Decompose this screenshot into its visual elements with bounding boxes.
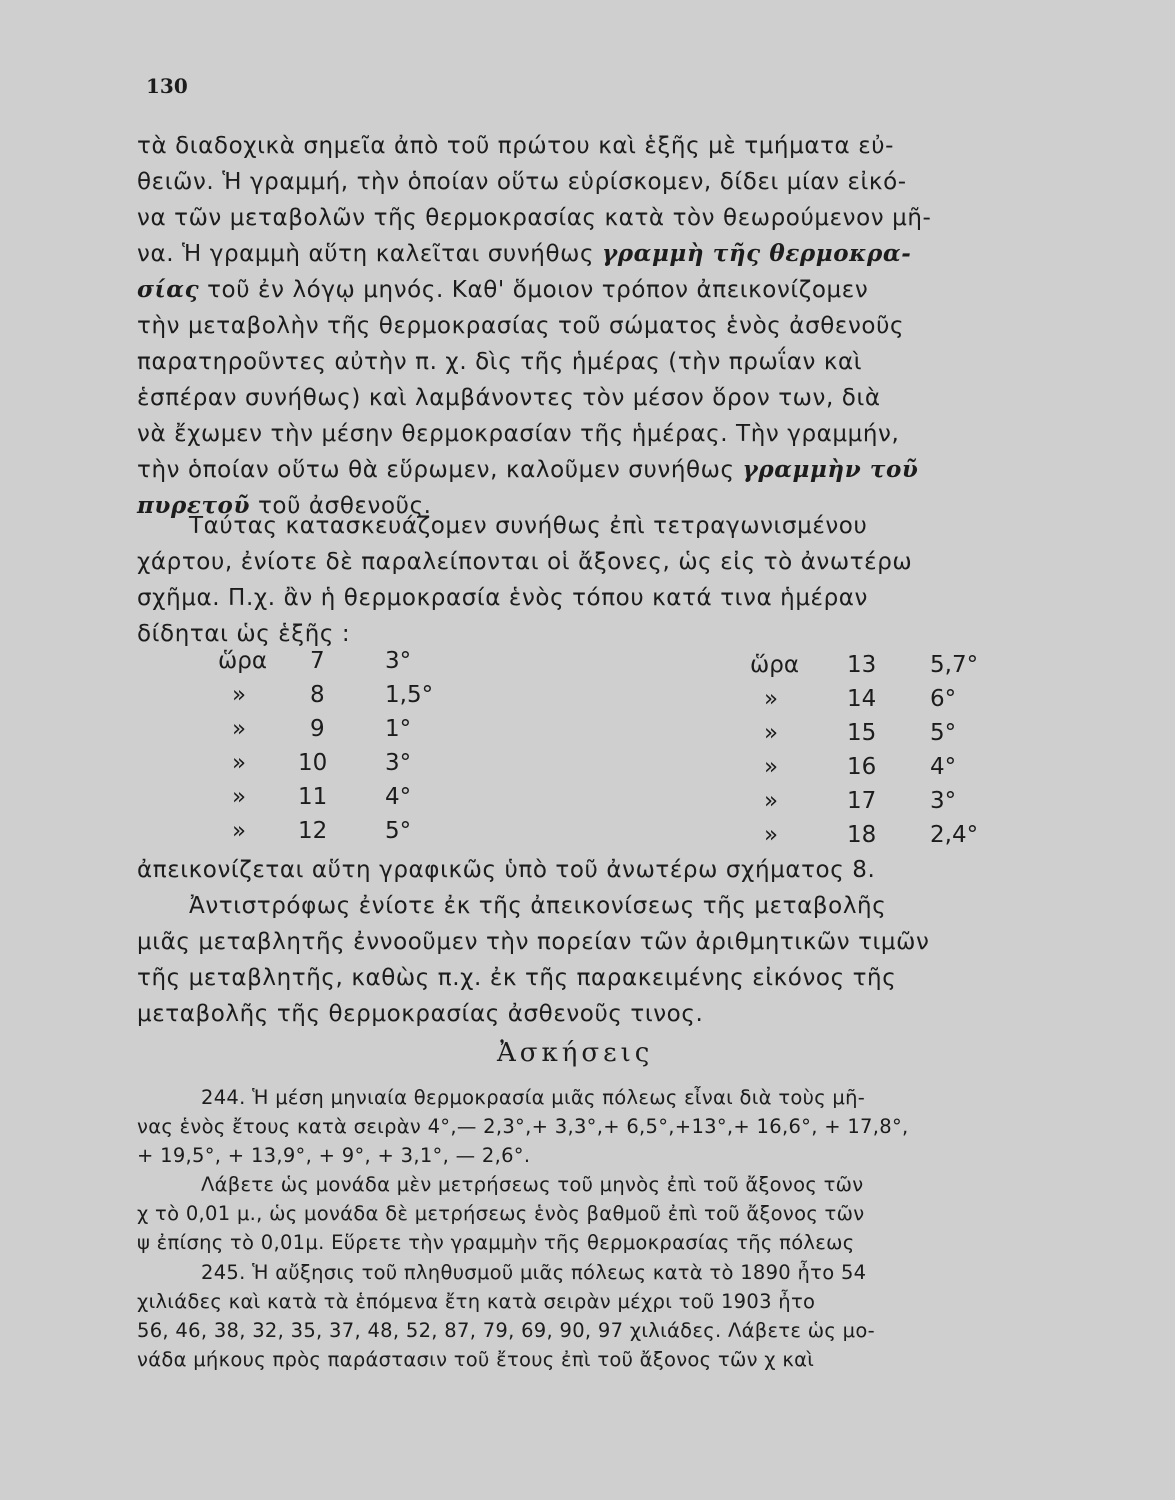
- text-line: σίας τοῦ ἐν λόγῳ μηνός. Καθ' ὅμοιον τρόπον ἀπεικονίζομεν: [137, 276, 869, 303]
- temperature-value: 3°: [930, 788, 957, 814]
- hour-value: 10: [298, 750, 328, 776]
- hour-value: 14: [847, 686, 877, 712]
- after-table-text: [137, 852, 1077, 888]
- text-line: τὴν ὁποίαν οὕτω θὰ εὕρωμεν, καλοῦμεν συνήθως γραμμὴν τοῦ: [137, 456, 919, 483]
- text-line: πυρετοῦ τοῦ ἀσθενοῦς.: [137, 492, 432, 519]
- paragraph-1: [137, 128, 1077, 524]
- text-line: παρατηροῦντες αὐτὴν π. χ. δὶς τῆς ἡμέρας (τὴν πρωΐαν καὶ: [137, 349, 863, 375]
- hour-label: »: [764, 822, 779, 848]
- temperature-value: 1°: [385, 716, 412, 742]
- hour-label: »: [232, 784, 247, 810]
- hour-value: 15: [847, 720, 877, 746]
- temperature-value: 5°: [385, 818, 412, 844]
- hour-value: 11: [298, 784, 328, 810]
- hour-label: »: [232, 716, 247, 742]
- hour-value: 17: [847, 788, 877, 814]
- text-line: χάρτου, ἐνίοτε δὲ παραλείπονται οἱ ἄξονες, ὡς εἰς τὸ ἀνωτέρω: [137, 549, 913, 575]
- emphasized-term: σίας: [137, 276, 200, 303]
- text-line: Ἀντιστρόφως ἐνίοτε ἐκ τῆς ἀπεικονίσεως τῆς μεταβολῆς: [189, 893, 887, 919]
- hour-label: ὥρα: [218, 648, 268, 674]
- emphasized-term: γραμμὴ τῆς θερμοκρα-: [602, 240, 912, 267]
- text-line: νὰ ἔχωμεν τὴν μέσην θερμοκρασίαν τῆς ἡμέρας. Τὴν γραμμήν,: [137, 421, 900, 447]
- text-line: τὴν μεταβολὴν τῆς θερμοκρασίας τοῦ σώματος ἑνὸς ἀσθενοῦς: [137, 313, 905, 339]
- hour-label: »: [232, 818, 247, 844]
- emphasized-term: πυρετοῦ: [137, 492, 251, 519]
- temperature-value: 2,4°: [930, 822, 979, 848]
- temperature-value: 5°: [930, 720, 957, 746]
- hour-label: »: [764, 720, 779, 746]
- text-line: δίδηται ὡς ἑξῆς :: [137, 621, 351, 647]
- text-line: 245. Ἡ αὔξησις τοῦ πληθυσμοῦ μιᾶς πόλεως κατὰ τὸ 1890 ἦτο 54: [201, 1261, 867, 1284]
- text-line: θειῶν. Ἡ γραμμή, τὴν ὁποίαν οὕτω εὑρίσκομεν, δίδει μίαν εἰκό-: [137, 169, 907, 195]
- hour-label: »: [764, 788, 779, 814]
- exercise-245: [137, 1258, 1077, 1374]
- text-line: χ τὸ 0,01 μ., ὡς μονάδα δὲ μετρήσεως ἑνὸς βαθμοῦ ἐπὶ τοῦ ἄξονος τῶν: [137, 1202, 865, 1225]
- text-line: σχῆμα. Π.χ. ἂν ἡ θερμοκρασία ἑνὸς τόπου κατά τινα ἡμέραν: [137, 585, 868, 611]
- text-line: νάδα μήκους πρὸς παράστασιν τοῦ ἔτους ἐπὶ τοῦ ἄξονος τῶν χ καὶ: [137, 1348, 815, 1371]
- text-line: να τῶν μεταβολῶν τῆς θερμοκρασίας κατὰ τὸν θεωρούμενον μῆ-: [137, 205, 932, 231]
- temperature-value: 1,5°: [385, 682, 434, 708]
- text-line: χιλιάδες καὶ κατὰ τὰ ἑπόμενα ἔτη κατὰ σειρὰν μέχρι τοῦ 1903 ἦτο: [137, 1290, 816, 1313]
- exercise-244: [137, 1083, 1077, 1257]
- hour-value: 16: [847, 754, 877, 780]
- temperature-value: 3°: [385, 750, 412, 776]
- temperature-value: 4°: [930, 754, 957, 780]
- text-line: ἑσπέραν συνήθως) καὶ λαμβάνοντες τὸν μέσον ὅρον των, διὰ: [137, 385, 881, 411]
- hour-value: 9: [310, 716, 325, 742]
- emphasized-term: γραμμὴν τοῦ: [742, 456, 919, 483]
- paragraph-3: [137, 888, 1077, 1032]
- text-line: τὰ διαδοχικὰ σημεῖα ἀπὸ τοῦ πρώτου καὶ ἑξῆς μὲ τμήματα εὐ-: [137, 133, 895, 159]
- text-line: Ταύτας κατασκευάζομεν συνήθως ἐπὶ τετραγωνισμένου: [189, 513, 868, 539]
- hour-label: ὥρα: [750, 652, 800, 678]
- text-line: 244. Ἡ μέση μηνιαία θερμοκρασία μιᾶς πόλεως εἶναι διὰ τοὺς μῆ-: [201, 1086, 866, 1109]
- hour-value: 18: [847, 822, 877, 848]
- text-line: τῆς μεταβλητῆς, καθὼς π.χ. ἐκ τῆς παρακειμένης εἰκόνος τῆς: [137, 965, 897, 991]
- hour-label: »: [764, 686, 779, 712]
- page-number: 130: [146, 74, 188, 98]
- hour-label: »: [232, 750, 247, 776]
- text-line: ἀπεικονίζεται αὕτη γραφικῶς ὑπὸ τοῦ ἀνωτέρω σχήματος 8.: [137, 857, 876, 883]
- text-line: Λάβετε ὡς μονάδα μὲν μετρήσεως τοῦ μηνὸς ἐπὶ τοῦ ἄξονος τῶν: [201, 1173, 864, 1196]
- text-line: να. Ἡ γραμμὴ αὕτη καλεῖται συνήθως γραμμὴ τῆς θερμοκρα-: [137, 240, 912, 267]
- hour-value: 7: [310, 648, 325, 674]
- hour-label: »: [764, 754, 779, 780]
- text-line: 56, 46, 38, 32, 35, 37, 48, 52, 87, 79, 69, 90, 97 χιλιάδες. Λάβετε ὡς μο-: [137, 1319, 875, 1342]
- text-line: μιᾶς μεταβλητῆς ἐννοοῦμεν τὴν πορείαν τῶν ἀριθμητικῶν τιμῶν: [137, 929, 930, 955]
- text-line: μεταβολῆς τῆς θερμοκρασίας ἀσθενοῦς τινος.: [137, 1001, 704, 1027]
- temperature-value: 4°: [385, 784, 412, 810]
- text-line: + 19,5°, + 13,9°, + 9°, + 3,1°, — 2,6°.: [137, 1144, 531, 1167]
- temperature-value: 6°: [930, 686, 957, 712]
- hour-value: 13: [847, 652, 877, 678]
- hour-value: 12: [298, 818, 328, 844]
- text-line: νας ἑνὸς ἔτους κατὰ σειρὰν 4°,— 2,3°,+ 3,3°,+ 6,5°,+13°,+ 16,6°, + 17,8°,: [137, 1115, 909, 1138]
- hour-value: 8: [310, 682, 325, 708]
- text-line: ψ ἐπίσης τὸ 0,01μ. Εὕρετε τὴν γραμμὴν τῆς θερμοκρασίας τῆς πόλεως: [137, 1231, 855, 1254]
- exercises-heading: Ἀσκήσεις: [497, 1038, 654, 1068]
- temperature-value: 5,7°: [930, 652, 979, 678]
- paragraph-2: [137, 508, 1077, 652]
- temperature-value: 3°: [385, 648, 412, 674]
- hour-label: »: [232, 682, 247, 708]
